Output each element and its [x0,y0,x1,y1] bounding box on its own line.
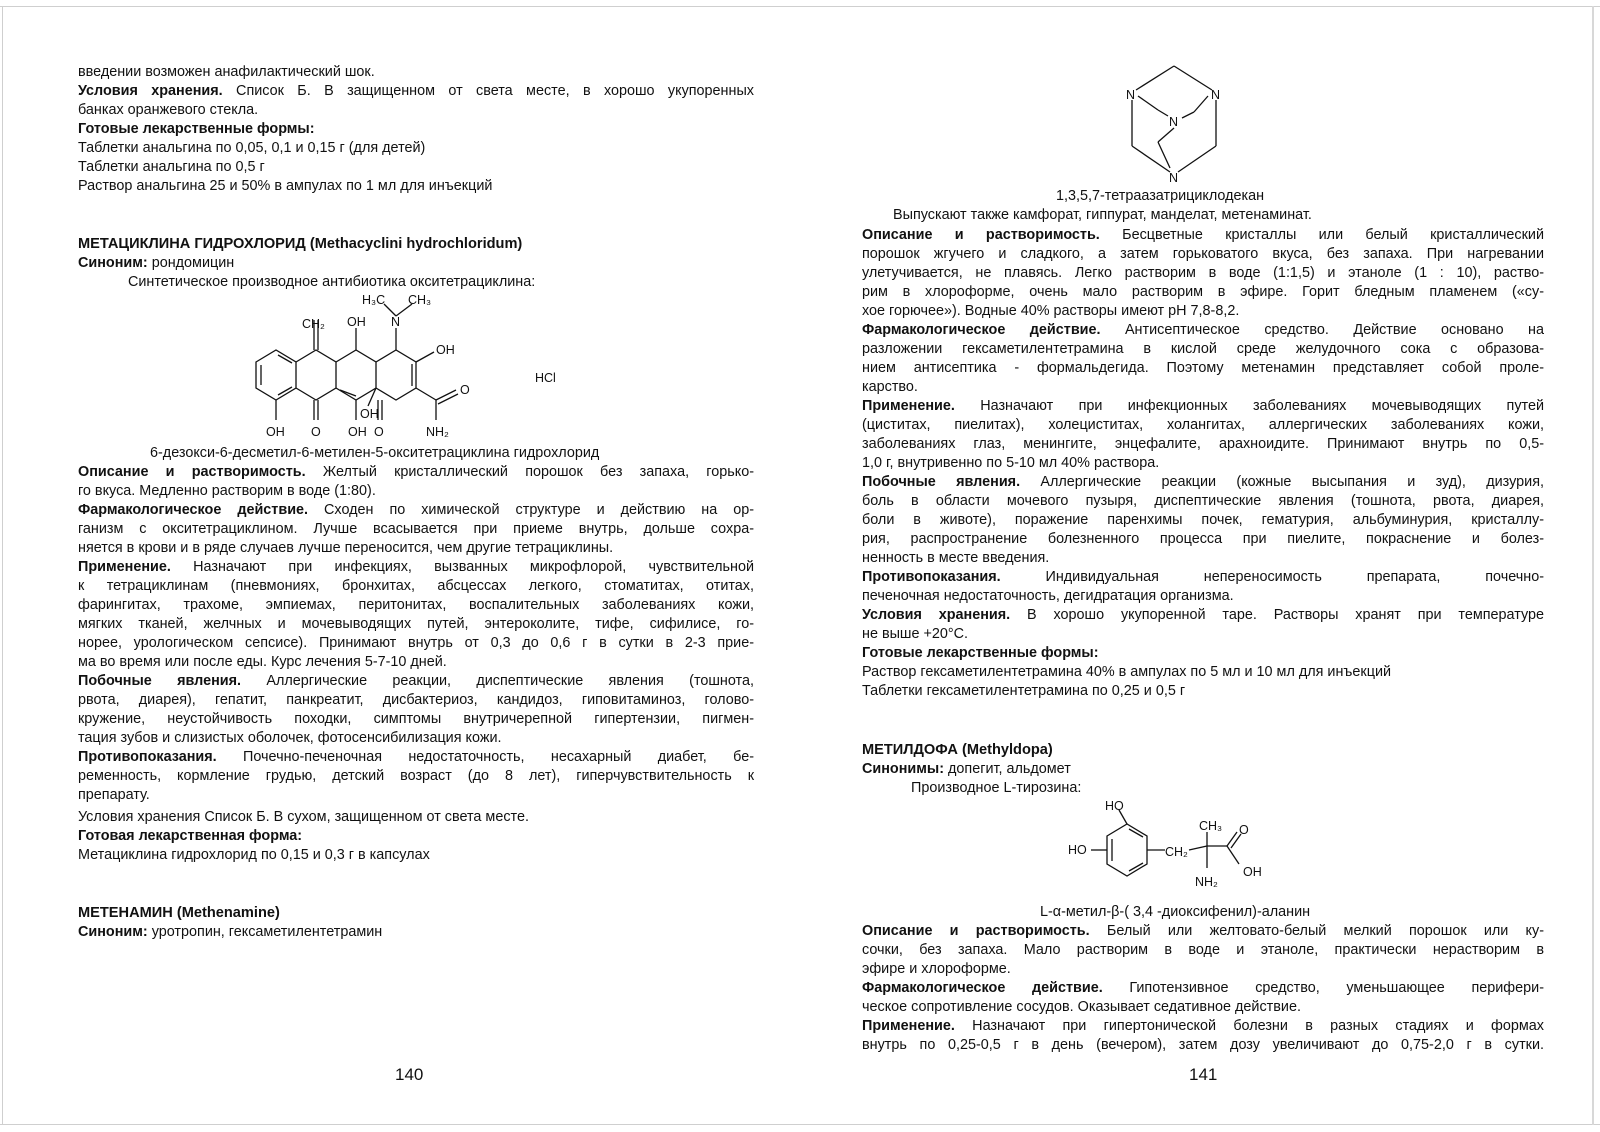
page-number: 141 [1189,1065,1218,1084]
text-line: рия, распространение болезненного процесса при пиелите, покраснение и болез- [862,531,1544,547]
structure-caption: 6-дезокси-6-десметил-6-метилен-5-окситетрациклина гидрохлорид [150,445,600,461]
text-line: няется в крови и в ряде случаев лучше переносится, чем другие тетрациклины. [78,540,614,556]
text-line: сочки, без запаха. Мало растворим в воде и этаноле, практически нерастворим в [862,942,1544,958]
label-hcl: HCl [535,371,556,385]
section-heading: Готовые лекарственные формы: [78,121,315,137]
text-line: введении возможен анафилактический шок. [78,64,375,80]
text-line: Противопоказания. Почечно-печеночная недостаточность, несахарный диабет, бе- [78,749,754,765]
text-line: Метациклина гидрохлорид по 0,15 и 0,3 г в капсулах [78,847,430,863]
text-line: ма во время или после еды. Курс лечения 5-7-10 дней. [78,654,447,670]
label-o: O [374,425,384,439]
text-line: (циститах, пиелитах), холециститах, холангитах, аллергических заболеваниях кожи, [862,417,1544,433]
text-line: Противопоказания. Индивидуальная непереносимость препарата, почечно- [862,569,1544,585]
text-line: Фармакологическое действие. Гипотензивное средство, уменьшающее перифери- [862,980,1544,996]
label-ch2: CH₂ [302,317,325,331]
text-line: к тетрациклинам (пневмониях, бронхитах, абсцессах легкого, стоматитах, отитах, [78,578,754,594]
text-line: Таблетки анальгина по 0,05, 0,1 и 0,15 г (для детей) [78,140,426,156]
text-line: кружение, неустойчивость походки, симптомы внутричерепной гипертензии, пигмен- [78,711,754,727]
text-line: рвота, диарея), гепатит, панкреатит, дисбактериоз, кандидоз, гиповитаминоз, голово- [78,692,754,708]
label-oh: OH [1243,865,1262,879]
text-line: боль в области мочевого пузыря, диспептические явления (тошнота, рвота, диарея, [862,493,1544,509]
scan-border-right [1592,6,1594,1125]
text-line: ненность в месте введения. [862,550,1050,566]
text-line: ческое сопротивление сосудов. Оказывает седативное действие. [862,999,1301,1015]
text-line: Раствор анальгина 25 и 50% в ампулах по 1 мл для инъекций [78,178,493,194]
text-line: го вкуса. Медленно растворим в воде (1:80). [78,483,376,499]
text-line: Побочные явления. Аллергические реакции (кожные высыпания и зуд), дизурия, [862,474,1544,490]
text-line: ганизм с окситетрациклином. Лучше всасывается при приеме внутрь, дольше сохра- [78,521,754,537]
synonym-line: Синонимы: допегит, альдомет [862,761,1071,777]
text-line: боли в животе), поражение паренхимы почек, гематурия, альбуминурия, кристаллу- [862,512,1544,528]
scan-border-left [2,6,3,1125]
text-line: Описание и растворимость. Белый или желтовато-белый мелкий порошок или ку- [862,923,1544,939]
text-line: тация зубов и слизистых оболочек, фотосенсибилизация кожи. [78,730,502,746]
text-line: хое горючее»). Водные 40% растворы имеют pH 7,8-8,2. [862,303,1240,319]
text-line: Описание и растворимость. Бесцветные кристаллы или белый кристаллический [862,227,1544,243]
label-oh: OH [360,407,379,421]
text-line: Выпускают также камфорат, гиппурат, манделат, метенаминат. [893,207,1312,223]
text-line: 1,0 г, внутривенно по 5-10 мл 40% раствора. [862,455,1160,471]
label-h3c: H₃C [362,293,386,307]
section-heading: Готовые лекарственные формы: [862,645,1099,661]
text-line: не выше +20°С. [862,626,969,642]
text-line: Применение. Назначают при инфекционных заболеваниях мочевыводящих путей [862,398,1544,414]
text-line: порошок жгучего и сладкого, а затем горьковатого вкуса, без запаха. При нагревании [862,246,1544,262]
text-line: нием антисептика - формальдегида. Поэтому метенамин представляет собой проле- [862,360,1544,376]
text-line: Побочные явления. Аллергические реакции, диспептические явления (тошнота, [78,673,754,689]
section-heading: Готовая лекарственная форма: [78,828,303,844]
label-ch3: CH₃ [1199,819,1223,833]
text-line: Условия хранения. Список Б. В защищенном от света месте, в хорошо укупоренных [78,83,754,99]
text-line: Таблетки гексаметилентетрамина по 0,25 и 0,5 г [862,683,1186,699]
synonym-line: Синоним: уротропин, гексаметилентетрамин [78,924,383,940]
label-ho: HO [1068,843,1087,857]
label-n: N [391,315,401,329]
label-o: O [311,425,321,439]
text-line: улетучивается, не плавясь. Легко растворим в воде (1:1,5) и этаноле (1 : 10), раство- [862,265,1544,281]
text-line: Таблетки анальгина по 0,5 г [78,159,265,175]
page-number: 140 [395,1065,424,1084]
scan-border-top [0,6,1600,7]
label-nh2: NH₂ [426,425,449,439]
text-line: Условия хранения. В хорошо укупоренной таре. Растворы хранят при температуре [862,607,1544,623]
text-line: внутрь по 0,25-0,5 г в день (вечером), затем дозу увеличивают до 0,75-2,0 г в сутки. [862,1037,1544,1053]
text-line: ременность, кормление грудью, детский возраст (до 8 лет), гиперчувствительность к [78,768,754,784]
label-oh: OH [266,425,285,439]
text-line: Применение. Назначают при инфекциях, вызванных микрофлорой, чувствительной [78,559,754,575]
label-oh: OH [436,343,455,357]
label-oh: OH [348,425,367,439]
text-line: Условия хранения Список Б. В сухом, защищенном от света месте. [78,809,529,825]
synonym-line: Синоним: рондомицин [78,255,235,271]
structure-caption: 1,3,5,7-тетраазатрициклодекан [1056,188,1265,204]
structure-caption: L-α-метил-β-( 3,4 -диоксифенил)-аланин [1040,904,1311,920]
text-line: Фармакологическое действие. Сходен по химической структуре и действию на ор- [78,502,754,518]
text-line: мягких тканей, желчных и мочевыводящих путей, энтероколите, тифе, сифилисе, го- [78,616,754,632]
text-line: препарату. [78,787,150,803]
text-line: Производное L-тирозина: [911,780,1082,796]
text-line: Фармакологическое действие. Антисептическое средство. Действие основано на [862,322,1544,338]
text-line: Описание и растворимость. Желтый кристаллический порошок без запаха, горько- [78,464,754,480]
label-n: N [1169,171,1179,184]
label-ch2: CH₂ [1165,845,1188,859]
label-n: N [1126,88,1136,102]
text-line: печеночная недостаточность, дегидратация организма. [862,588,1234,604]
label-ch3: CH₃ [408,293,432,307]
text-line: заболеваниях глаз, менингите, энцефалите, арахноидите. Принимают внутрь по 0,5- [862,436,1544,452]
methenamine-structure-diagram [1122,60,1232,184]
label-o: O [1239,823,1249,837]
text-line: рим в хлороформе, очень мало растворим в эфире. Горит бледным пламенем («су- [862,284,1544,300]
label-nh2: NH₂ [1195,875,1218,889]
text-line: Применение. Назначают при гипертонической болезни в разных стадиях и формах [862,1018,1544,1034]
text-line: норее, урологическом сепсисе). Принимают внутрь от 0,3 до 0,6 г в сутки в 2-3 прие- [78,635,754,651]
label-oh: OH [347,315,366,329]
drug-heading-methacycline: МЕТАЦИКЛИНА ГИДРОХЛОРИД (Methacyclini hydrochloridum) [78,236,523,252]
drug-heading-methenamine: МЕТЕНАМИН (Methenamine) [78,905,280,921]
text-line: разложении гексаметилентетрамина в кислой среде желудочного сока с образова- [862,341,1544,357]
text-line: Раствор гексаметилентетрамина 40% в ампулах по 5 мл и 10 мл для инъекций [862,664,1392,680]
methyldopa-structure-diagram [1067,796,1297,900]
methacycline-structure-diagram [250,292,620,444]
text-line: фарингитах, трахоме, эмпиемах, перитонитах, воспалительных заболеваниях кожи, [78,597,754,613]
drug-heading-methyldopa: МЕТИЛДОФА (Methyldopa) [862,742,1053,758]
label-n: N [1169,115,1179,129]
text-line: эфире и хлороформе. [862,961,1011,977]
label-ho: HO [1105,799,1124,813]
label-n: N [1211,88,1221,102]
scan-border-bottom [0,1124,1600,1125]
label-o: O [460,383,470,397]
text-line: банках оранжевого стекла. [78,102,259,118]
text-line: карство. [862,379,918,395]
text-line: Синтетическое производное антибиотика окситетрациклина: [128,274,536,290]
